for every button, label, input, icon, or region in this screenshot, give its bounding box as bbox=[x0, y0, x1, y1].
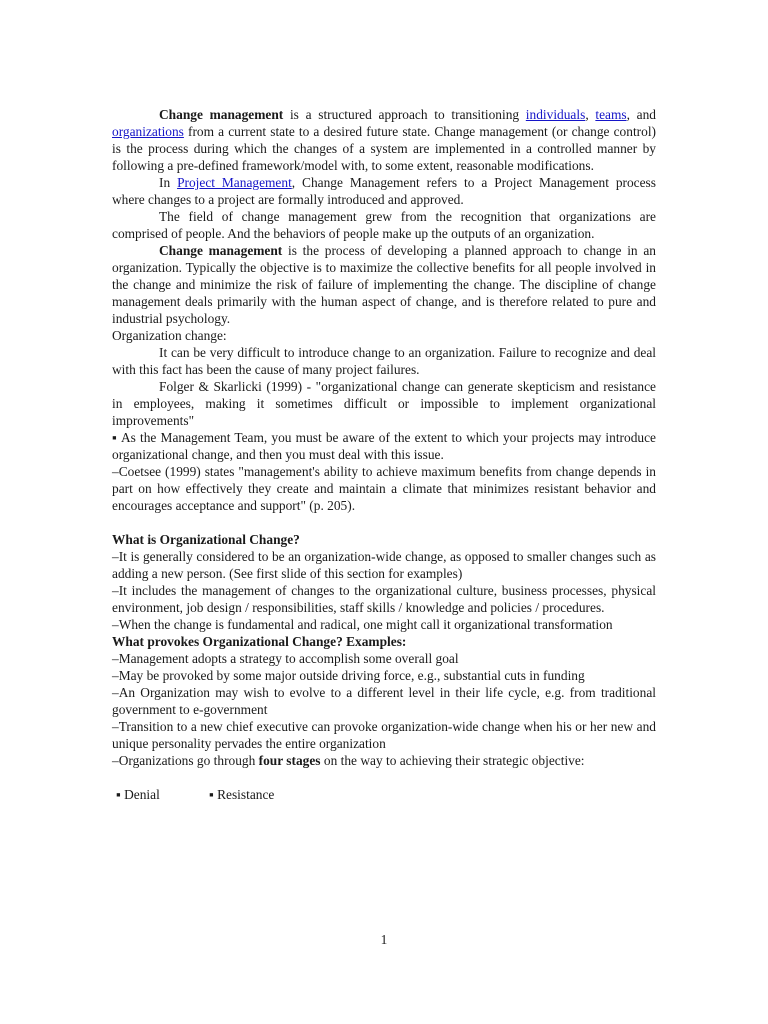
heading-what-provokes-change bbox=[112, 633, 656, 650]
paragraph-includes-management: –It includes the management of changes to the organizational culture, business processes, physical environment, job design / responsibilities, staff skills / knowledge and policies / procedures. bbox=[112, 583, 656, 615]
link-teams[interactable]: teams bbox=[595, 107, 627, 122]
term-change-management: Change management bbox=[159, 107, 284, 122]
text: , and bbox=[626, 107, 656, 122]
bullet-resistance: ▪ Resistance bbox=[209, 787, 275, 802]
blank-line bbox=[112, 514, 656, 531]
text: from a current state to a desired future state. Change management (or change control) is the process during which the changes of a system are implemented in a controlled manner by following a pre-defined framework/model with, to some extent, reasonable modifications. bbox=[112, 124, 656, 173]
text: on the way to achieving their strategic objective: bbox=[320, 753, 585, 768]
list-item-chief-executive: –Transition to a new chief executive can provoke organization-wide change when his or her new and unique personality pervades the entire organization bbox=[112, 719, 656, 751]
paragraph-management-team: ▪ As the Management Team, you must be aware of the extent to which your projects may introduce organizational change, and then you must deal with this issue. bbox=[112, 430, 656, 462]
paragraph-change-management-definition bbox=[112, 106, 656, 174]
bold-four-stages: four stages bbox=[258, 753, 321, 768]
paragraph-field-of-change: The field of change management grew from the recognition that organizations are comprised of people. And the behaviors of people make up the outputs of an organization. bbox=[112, 209, 656, 241]
paragraph-folger-skarlicki: Folger & Skarlicki (1999) - "organizational change can generate skepticism and resistance in employees, making it sometimes difficult or impossible to implement organizational improvements" bbox=[112, 379, 656, 428]
text: is the process of developing a planned approach to change in an organization. Typically the objective is to maximize the collective benefits for all people involved in the change and minimize the risk of failure of implementing the change. The discipline of change management deals primarily with the human aspect of change, and is therefore related to pure and industrial psychology. bbox=[112, 243, 656, 326]
heading-what-is-organizational-change bbox=[112, 531, 656, 548]
text: is a structured approach to transitioning bbox=[283, 107, 526, 122]
bullet-denial: ▪ Denial bbox=[116, 787, 160, 802]
paragraph-difficult-to-introduce: It can be very difficult to introduce change to an organization. Failure to recognize and deal with this fact has been the cause of many project failures. bbox=[112, 345, 656, 377]
text: In bbox=[159, 175, 178, 190]
heading-text: What is Organizational Change? bbox=[112, 532, 300, 547]
page-number: 1 bbox=[380, 932, 388, 947]
text: , Change Management refers to a Project Management process where changes to a project are formally introduced and approved. bbox=[112, 175, 656, 207]
link-organizations[interactable]: organizations bbox=[112, 124, 184, 139]
heading-text: What provokes Organizational Change? Examples: bbox=[112, 634, 407, 649]
paragraph-project-management bbox=[112, 174, 656, 208]
list-item-four-stages bbox=[112, 752, 656, 769]
paragraph-change-management-process bbox=[112, 242, 656, 327]
term-change-management: Change management bbox=[159, 243, 283, 258]
paragraph-coetsee: –Coetsee (1999) states "management's ability to achieve maximum benefits from change depends in part on how effectively they create and maintain a climate that minimizes resistant behavior and encourages acceptance and support" (p. 205). bbox=[112, 464, 656, 513]
stages-bullet-row bbox=[112, 786, 656, 803]
list-item-evolve: –An Organization may wish to evolve to a different level in their life cycle, e.g. from traditional government to e-government bbox=[112, 685, 656, 717]
paragraph-fundamental-change: –When the change is fundamental and radical, one might call it organizational transformation bbox=[112, 617, 613, 632]
list-item-strategy: –Management adopts a strategy to accomplish some overall goal bbox=[112, 651, 459, 666]
list-item-outside-force: –May be provoked by some major outside driving force, e.g., substantial cuts in funding bbox=[112, 668, 585, 683]
link-project-management[interactable]: Project Management bbox=[177, 175, 292, 190]
subheading-organization-change: Organization change: bbox=[112, 328, 227, 343]
link-individuals[interactable]: individuals bbox=[525, 107, 586, 122]
text: –Organizations go through bbox=[112, 753, 259, 768]
text: , bbox=[585, 107, 596, 122]
paragraph-organization-wide-change: –It is generally considered to be an organization-wide change, as opposed to smaller changes such as adding a new person. (See first slide of this section for examples) bbox=[112, 549, 656, 581]
